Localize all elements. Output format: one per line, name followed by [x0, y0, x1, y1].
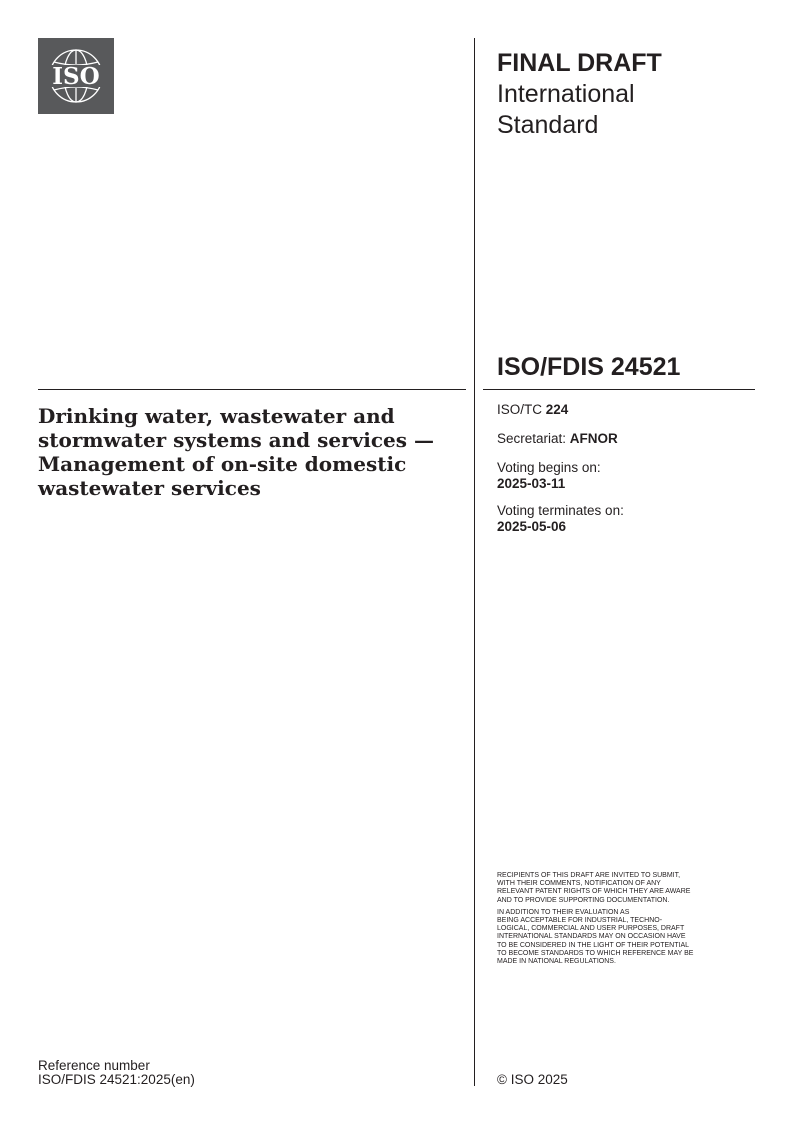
reference-value: ISO/FDIS 24521:2025(en)	[38, 1072, 195, 1087]
voting-terminates	[497, 503, 757, 535]
iso-logo	[38, 38, 114, 114]
vertical-divider	[474, 38, 475, 1086]
notice-line: MADE IN NATIONAL REGULATIONS.	[497, 958, 616, 966]
copyright-notice: © ISO 2025	[497, 1072, 568, 1087]
voting-terminates-label: Voting terminates on:	[497, 503, 624, 518]
logo-text: ISO	[52, 63, 100, 90]
reference-label: Reference number	[38, 1058, 150, 1073]
title-line: Management of on-site domestic	[38, 452, 407, 476]
secretariat	[497, 431, 757, 447]
notice-line: AND TO PROVIDE SUPPORTING DOCUMENTATION.	[497, 896, 670, 904]
secretariat-label: Secretariat:	[497, 431, 567, 446]
title-line: wastewater services	[38, 476, 261, 500]
doc-type-line-1: FINAL DRAFT	[497, 49, 662, 77]
reference-number	[38, 1059, 195, 1087]
notice-paragraph-1	[497, 872, 759, 905]
globe-icon	[38, 38, 114, 114]
document-title	[38, 404, 458, 500]
notice-line: RECIPIENTS OF THIS DRAFT ARE INVITED TO SUBMIT,	[497, 872, 681, 879]
title-line: Drinking water, wastewater and	[38, 404, 395, 428]
voting-begins-label: Voting begins on:	[497, 460, 601, 475]
title-line: stormwater systems and services —	[38, 428, 434, 452]
horizontal-divider-right	[483, 389, 755, 390]
document-metadata	[497, 402, 757, 546]
recipients-notice	[497, 872, 759, 970]
document-type	[497, 48, 757, 141]
voting-terminates-date: 2025-05-06	[497, 519, 567, 534]
voting-begins-date: 2025-03-11	[497, 476, 566, 491]
notice-line: TO BECOME STANDARDS TO WHICH REFERENCE MAY BE	[497, 949, 694, 957]
horizontal-divider-left	[38, 389, 466, 390]
document-number: ISO/FDIS 24521	[497, 353, 681, 381]
notice-line: LOGICAL, COMMERCIAL AND USER PURPOSES, DRAFT	[497, 925, 685, 933]
doc-type-line-3: Standard	[497, 111, 599, 139]
tc-label: ISO/TC	[497, 402, 543, 417]
notice-line: WITH THEIR COMMENTS, NOTIFICATION OF ANY	[497, 880, 661, 888]
secretariat-value: AFNOR	[569, 431, 618, 446]
notice-line: RELEVANT PATENT RIGHTS OF WHICH THEY ARE AWARE	[497, 888, 691, 896]
notice-line: IN ADDITION TO THEIR EVALUATION AS	[497, 908, 630, 916]
notice-line: BEING ACCEPTABLE FOR INDUSTRIAL, TECHNO-	[497, 917, 663, 925]
voting-begins	[497, 460, 757, 492]
notice-line: INTERNATIONAL STANDARDS MAY ON OCCASION HAVE	[497, 933, 686, 941]
technical-committee	[497, 402, 757, 418]
tc-value: 224	[545, 402, 569, 417]
doc-type-line-2: International	[497, 80, 635, 108]
notice-paragraph-2	[497, 909, 759, 966]
notice-line: TO BE CONSIDERED IN THE LIGHT OF THEIR POTENTIAL	[497, 941, 690, 949]
